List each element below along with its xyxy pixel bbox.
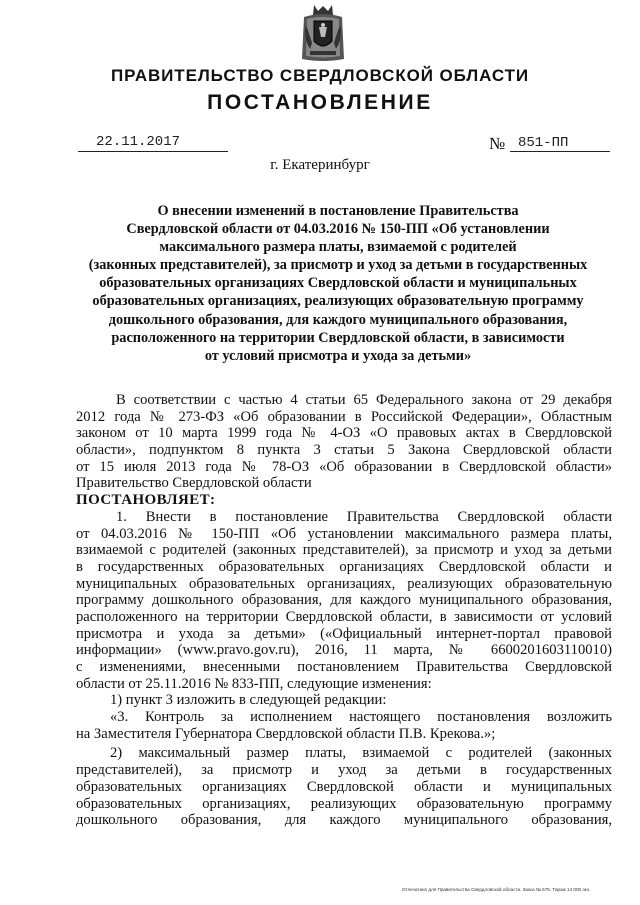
text-line: дошкольного образования, для каждого муниципального образования,: [76, 812, 612, 829]
number-sign: №: [489, 134, 506, 153]
heading-line: максимального размера платы, взимаемой с родителей: [159, 239, 517, 256]
text-line: расположенного на территории Свердловской области, в зависимости от условий: [76, 608, 612, 625]
text-line: представителей), за присмотр и уход за детьми в государственных: [76, 762, 612, 779]
heading-line: Свердловской области от 04.03.2016 № 150-ПП «Об установлении: [126, 221, 550, 238]
text-line: на Заместителя Губернатора Свердловской области П.В. Крекова.»;: [76, 725, 496, 742]
text-line: с изменениями, внесенными постановлением Правительства Свердловской: [76, 659, 612, 675]
text-line: присмотра и ухода за детьми» («Официальный интернет-портал правовой: [76, 625, 612, 642]
heading-line: от условий присмотра и ухода за детьми»: [204, 347, 472, 364]
text-line: взимаемой с родителей (законных представителей), за присмотр и уход за детьми: [76, 542, 612, 559]
resolves-label: ПОСТАНОВЛЯЕТ:: [76, 492, 216, 509]
heading-line: О внесении изменений в постановление Правительства: [157, 203, 519, 219]
document-heading: [60, 202, 616, 365]
document-type: ПОСТАНОВЛЕНИЕ: [207, 91, 433, 114]
subitem-1: 1) пункт 3 изложить в следующей редакции:: [110, 692, 387, 709]
text-line: образовательных организациях, реализующих образовательную программу: [76, 795, 612, 812]
preamble-paragraph: [76, 392, 612, 492]
text-line: 2) максимальный размер платы, взимаемой с родителей (законных: [110, 745, 612, 762]
subitem-2-paragraph: [76, 745, 612, 828]
heading-line: дошкольного образования, для каждого муниципального образования,: [108, 311, 568, 328]
city-name: г. Екатеринбург: [270, 157, 370, 173]
document-date: 22.11.2017: [96, 134, 181, 150]
text-line: образовательных организациях Свердловской области и муниципальных: [76, 778, 612, 795]
document-body: [76, 392, 612, 829]
text-line: информации» (www.pravo.gov.ru), 2016, 11 марта, № 6600201603110010): [76, 642, 612, 659]
organization-title: ПРАВИТЕЛЬСТВО СВЕРДЛОВСКОЙ ОБЛАСТИ: [110, 66, 530, 85]
heading-line: образовательных организациях, реализующих образовательную программу: [92, 293, 584, 310]
print-footer-note: Отпечатано для Правительства Свердловской области. Заказ № 575. Тираж 14 000 экз.: [402, 887, 591, 892]
text-line: области от 25.11.2016 № 833-ПП, следующие изменения:: [76, 675, 432, 692]
heading-line: (законных представителей), за присмотр и уход за детьми в государственных: [88, 257, 588, 274]
document-number-field: [510, 134, 610, 152]
heading-line: образовательных организациях Свердловской области и муниципальных: [99, 275, 577, 292]
text-line: законом от 10 марта 1999 года № 4-ОЗ «О правовых актах в Свердловской: [76, 425, 612, 442]
text-line: в государственных образовательных организациях Свердловской области и: [76, 558, 612, 575]
document-number: 851-ПП: [518, 135, 569, 151]
item-1-paragraph: [76, 509, 612, 693]
text-line: муниципальных образовательных организациях, реализующих образовательную: [76, 575, 612, 592]
text-line: от 15 июля 2013 года № 78-ОЗ «Об образовании в Свердловской области»: [76, 458, 612, 475]
text-line: 2012 года № 273-ФЗ «Об образовании в Российской Федерации», Областным: [76, 408, 612, 425]
text-line: области», подпунктом 8 пункта 3 статьи 5 Закона Свердловской области: [76, 442, 612, 459]
text-line: Правительство Свердловской области: [76, 475, 312, 492]
text-line: «3. Контроль за исполнением настоящего постановления возложить: [110, 709, 612, 726]
heading-line: расположенного на территории Свердловской области, в зависимости: [111, 329, 565, 346]
text-line: от 04.03.2016 № 150-ПП «Об установлении максимального размера платы,: [76, 525, 612, 542]
text-line: программу дошкольного образования, для каждого муниципального образования,: [76, 592, 612, 609]
document-date-field: [78, 134, 228, 152]
quote-paragraph: [76, 709, 612, 742]
text-line: В соответствии с частью 4 статьи 65 Федерального закона от 29 декабря: [116, 392, 612, 408]
coat-of-arms-icon: [300, 3, 346, 63]
text-line: 1. Внести в постановление Правительства Свердловской области: [116, 508, 612, 525]
